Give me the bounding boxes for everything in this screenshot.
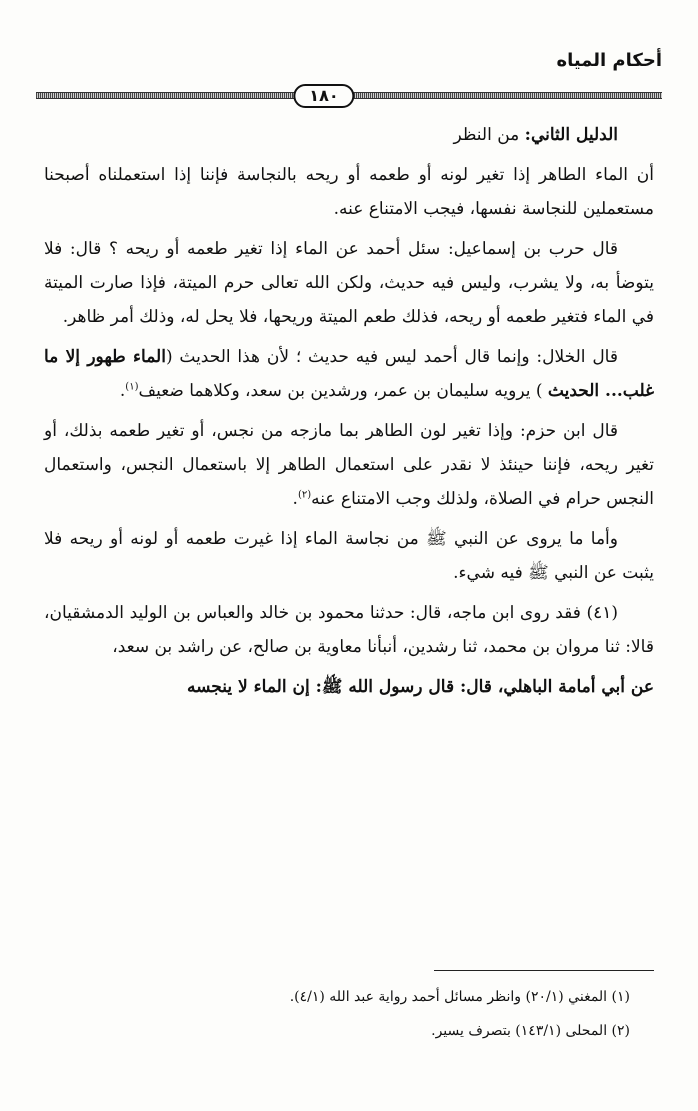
page-header	[36, 50, 662, 110]
text-span: .	[119, 381, 126, 401]
section-label-text: من النظر	[453, 125, 525, 145]
footnote: (٢) المحلى (١٤٣/١) بتصرف يسير.	[431, 1023, 630, 1039]
footnote-marker: (٢)	[297, 489, 312, 501]
footnote-rule	[434, 970, 654, 971]
footnote: (١) المغني (٢٠/١) وانظر مسائل أحمد رواية عبد الله (٤/١).	[289, 989, 630, 1005]
page-body	[44, 118, 654, 710]
book-title: أحكام المياه	[556, 50, 662, 71]
footnotes	[44, 980, 654, 1048]
page-number: ١٨٠	[293, 84, 354, 108]
paragraph-hadith-chain: (٤١) فقد روى ابن ماجه، قال: حدثنا محمود بن خالد والعباس بن الوليد الدمشقيان، قالا: ثنا مروان بن محمد، ثنا رشدين، أنبأنا معاوية بن صالح، عن راشد بن سعد،	[44, 603, 654, 657]
section-label: الدليل الثاني:	[524, 125, 618, 145]
text-span: ) يرويه سليمان بن عمر، ورشدين بن سعد، وكلاهما ضعيف	[138, 381, 548, 401]
hadith-quote: عن أبي أمامة الباهلي، قال: قال رسول الله ﷺ: إن الماء لا ينجسه	[187, 677, 654, 697]
hadith-text	[44, 670, 654, 704]
paragraph: قال حرب بن إسماعيل: سئل أحمد عن الماء إذا تغير طعمه أو ريحه ؟ قال: فلا يتوضأ به، ولا يشرب، وليس فيه حديث، ولكن الله تعالى حرم الميتة، فإذا صارت الميتة في الماء فتغير طعمه أو ريحه، فذلك طعم الميتة وريحها، فلا يحل له، وذلك أمر ظاهر.	[44, 239, 654, 327]
paragraph-ibn-hazm	[44, 414, 654, 516]
paragraph: وأما ما يروى عن النبي ﷺ من نجاسة الماء إذا غيرت طعمه أو لونه أو ريحه فلا يثبت عن النبي ﷺ فيه شيء.	[44, 529, 654, 583]
paragraph: أن الماء الطاهر إذا تغير لونه أو طعمه أو ريحه بالنجاسة فإننا إذا استعملناه أصبحنا مستعملين للنجاسة نفسها، فيجب الامتناع عنه.	[44, 165, 654, 219]
paragraph-second-evidence	[44, 118, 654, 152]
hadith-quote: الماء طهور إلا ما غلب... الحديث	[44, 347, 654, 401]
footnote-marker: (١)	[125, 381, 139, 393]
text-span: قال ابن حزم: وإذا تغير لون الطاهر بما مازجه من نجس، أو تغير طعمه بذلك، أو تغير ريحه، فإننا حينئذ لا نقدر على استعمال الطاهر إلا باستعمال النجس، واستعمال النجس حرام في الصلاة، ولذلك وجب الامتناع عنه	[44, 421, 654, 509]
text-span: .	[292, 489, 298, 509]
paragraph-khallal	[44, 340, 654, 408]
text-span: قال الخلال: وإنما قال أحمد ليس فيه حديث ؛ لأن هذا الحديث (	[165, 347, 618, 367]
